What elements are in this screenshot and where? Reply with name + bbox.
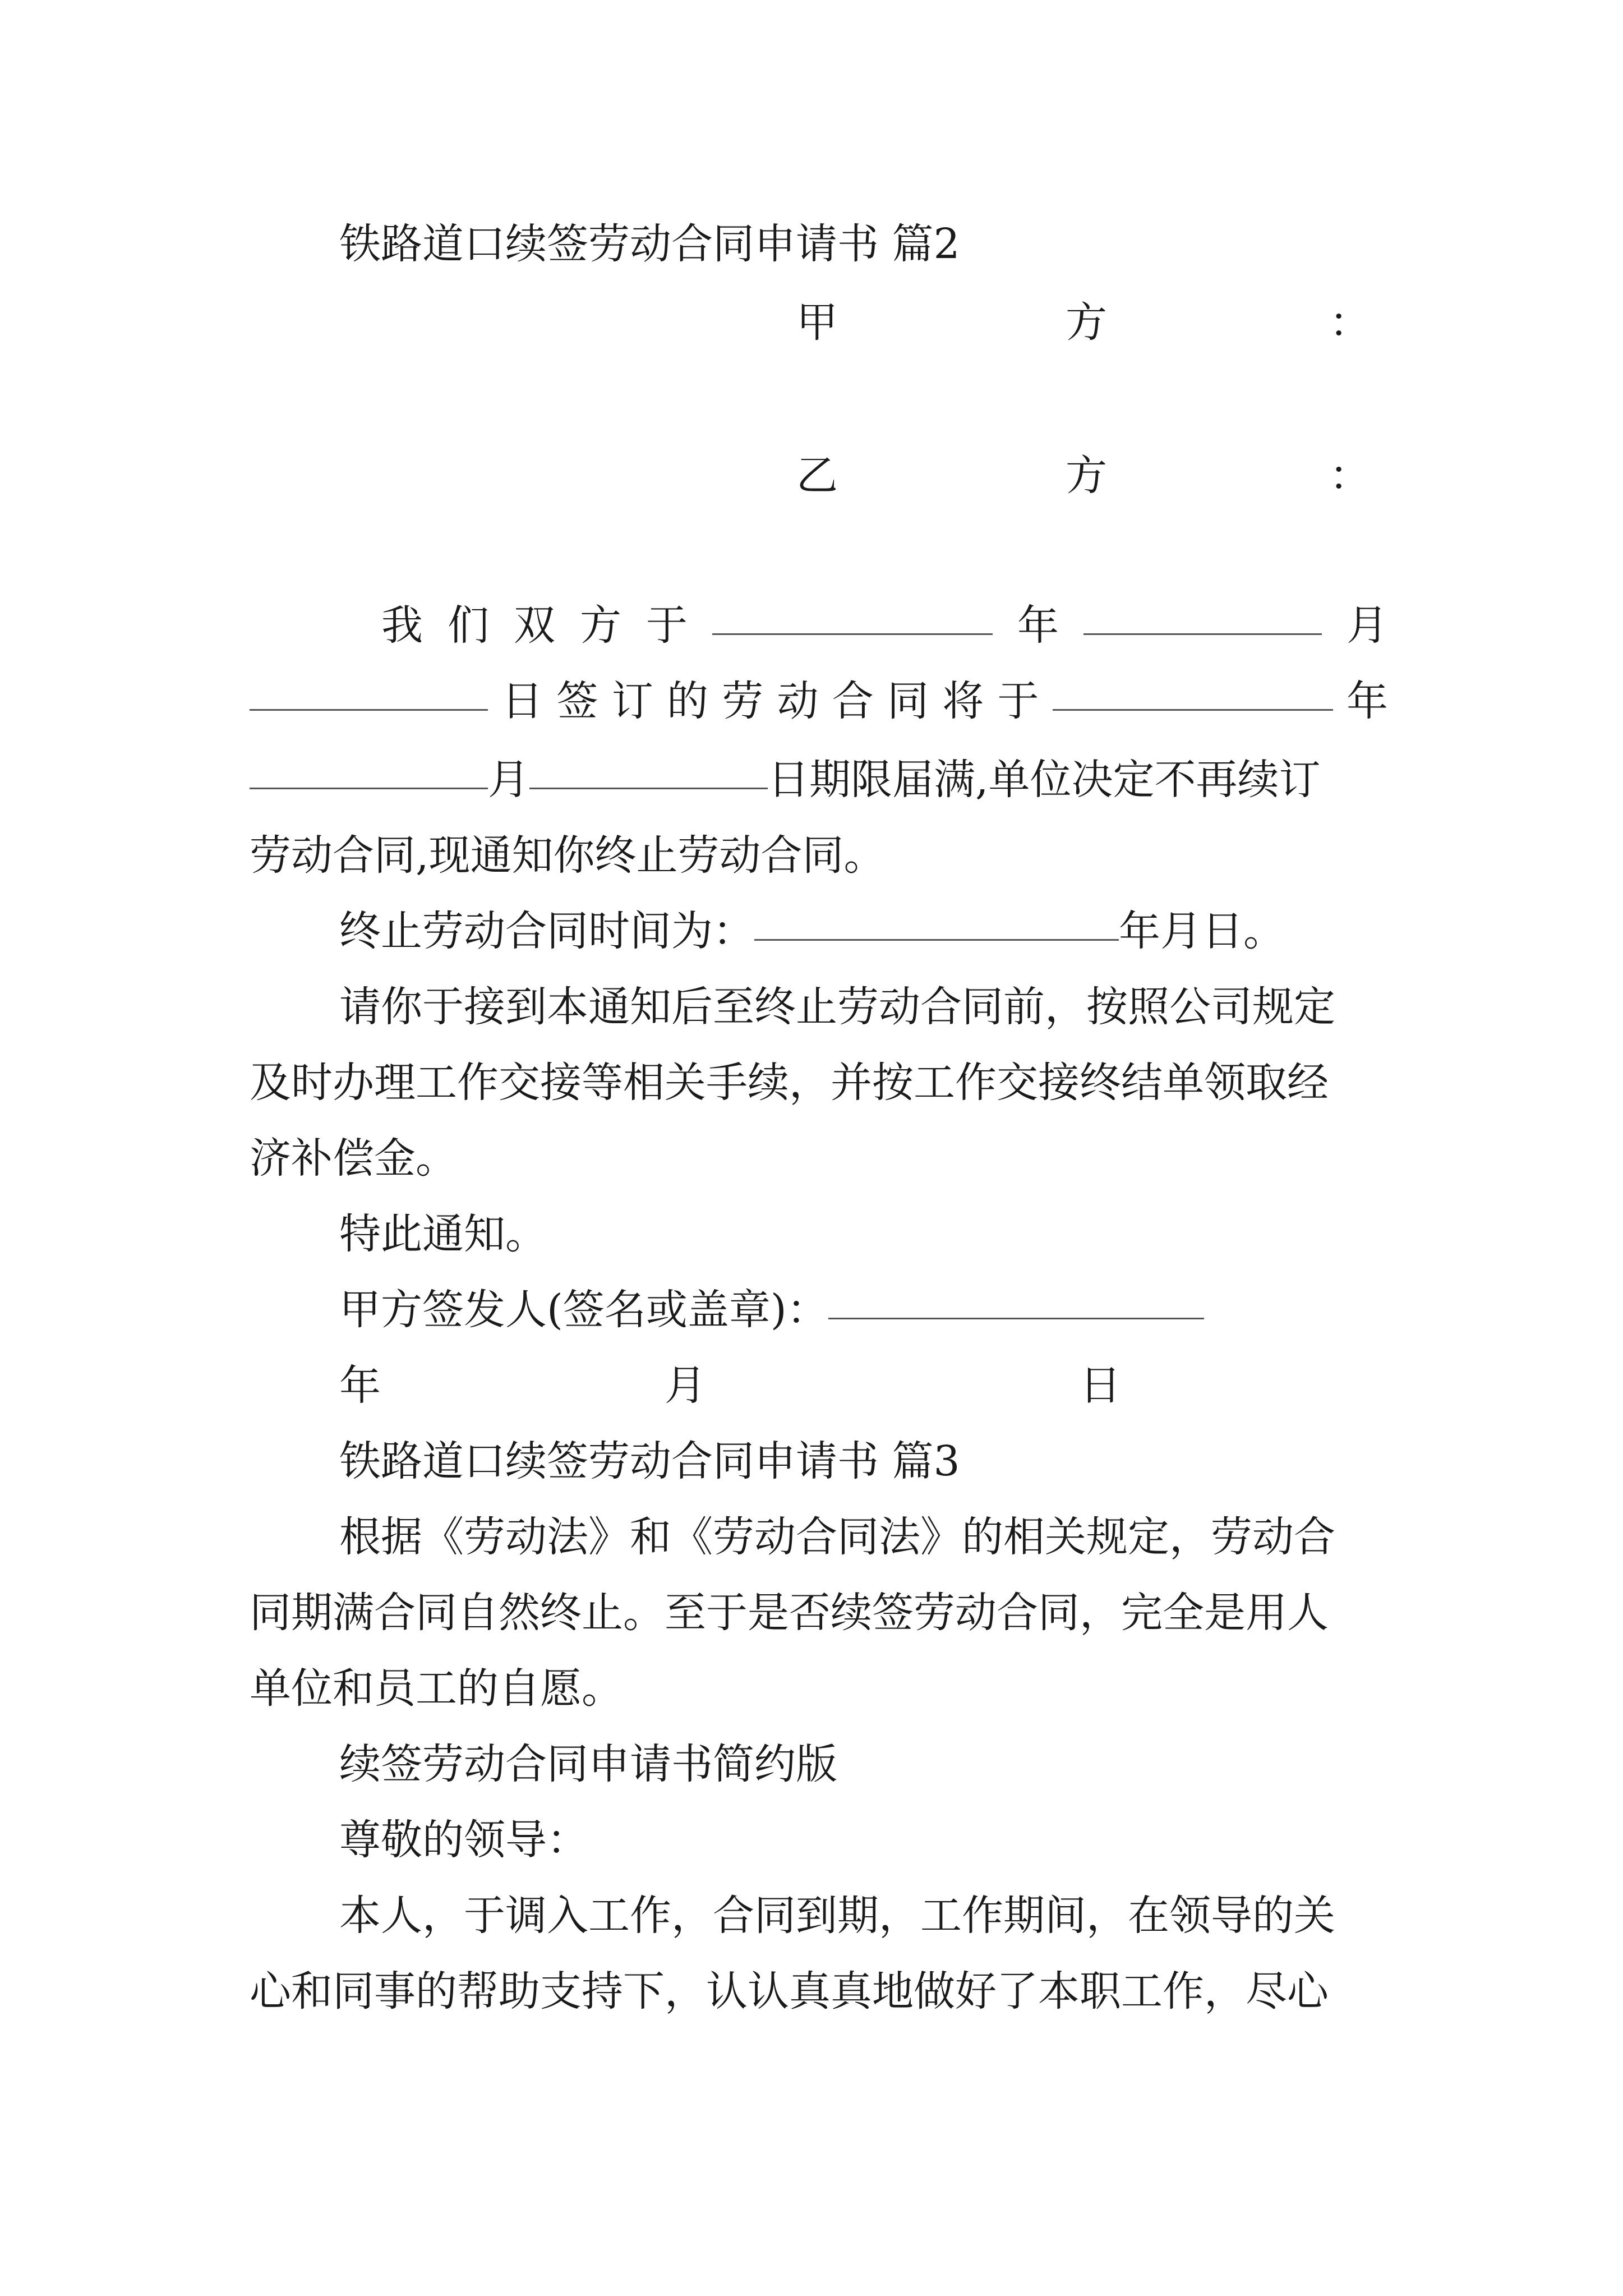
section-heading-3: 铁路道口续签劳动合同申请书 篇3	[339, 1437, 960, 1485]
party-b-char-2: 方	[1066, 452, 1107, 500]
paragraph-1-line-2	[250, 673, 1388, 729]
paragraph-3-line-2: 及时办理工作交接等相关手续，并按工作交接终结单领取经	[250, 1059, 1329, 1107]
party-a-char-2: 方	[1066, 298, 1107, 347]
char: 的	[667, 677, 708, 725]
blank-signature-field	[828, 1277, 1204, 1319]
char: 动	[777, 677, 819, 725]
blank-month-field	[1083, 593, 1322, 635]
char: 月	[1347, 601, 1388, 650]
char: 年	[1017, 601, 1059, 650]
char: 合	[832, 677, 874, 725]
char: 日	[501, 677, 543, 725]
termination-date-line	[250, 903, 1388, 959]
paragraph-1-line-1	[250, 597, 1388, 654]
char: 方	[580, 601, 621, 650]
char: 于	[997, 677, 1039, 725]
blank-end-month-field	[250, 747, 488, 789]
char: 双	[514, 601, 555, 650]
party-b-colon: ：	[1329, 452, 1371, 500]
date-day-label: 日	[1080, 1361, 1121, 1410]
paragraph-8-line-1: 本人，于调入工作，合同到期，工作期间，在领导的关	[339, 1892, 1335, 1940]
notice-line: 特此通知。	[339, 1210, 547, 1258]
char: 签	[556, 677, 598, 725]
date-year-label: 年	[339, 1361, 381, 1410]
char: 订	[611, 677, 653, 725]
section-heading-2: 铁路道口续签劳动合同申请书 篇2	[339, 220, 960, 268]
party-a-char-1: 甲	[796, 298, 838, 347]
subheading-simple-version: 续签劳动合同申请书简约版	[339, 1740, 837, 1788]
salutation: 尊敬的领导：	[339, 1816, 588, 1864]
char: 将	[942, 677, 984, 725]
paragraph-5-line-2: 同期满合同自然终止。至于是否续签劳动合同，完全是用人	[250, 1589, 1329, 1637]
char: 我	[381, 601, 423, 650]
paragraph-1-line-4: 劳动合同,现通知你终止劳动合同。	[250, 831, 886, 880]
blank-end-day-field	[529, 747, 768, 789]
signer-line	[250, 1282, 1388, 1338]
char: 们	[448, 601, 489, 650]
blank-year-field	[712, 593, 993, 635]
paragraph-5-line-3: 单位和员工的自愿。	[250, 1664, 623, 1713]
blank-end-year-field	[1053, 669, 1333, 711]
text-run: 甲方签发人(签名或盖章)：	[339, 1286, 828, 1334]
char: 劳	[722, 677, 764, 725]
blank-day-field	[250, 669, 488, 711]
text-run: 终止劳动合同时间为：	[339, 907, 754, 955]
party-b-char-1: 乙	[796, 452, 838, 500]
party-a-colon: ：	[1329, 298, 1371, 347]
text-run: 年月日。	[1119, 907, 1285, 955]
paragraph-3-line-3: 济补偿金。	[250, 1134, 457, 1182]
text-run: 日期限届满,单位决定不再续订	[768, 756, 1321, 804]
paragraph-5-line-1: 根据《劳动法》和《劳动合同法》的相关规定，劳动合	[339, 1513, 1335, 1561]
char: 年	[1347, 677, 1388, 725]
paragraph-8-line-2: 心和同事的帮助支持下，认认真真地做好了本职工作，尽心	[250, 1967, 1329, 2016]
paragraph-3-line-1: 请你于接到本通知后至终止劳动合同前，按照公司规定	[339, 983, 1335, 1031]
char: 同	[887, 677, 929, 725]
paragraph-1-line-3	[250, 752, 1388, 808]
date-month-label: 月	[665, 1361, 706, 1410]
blank-termination-date-field	[754, 899, 1119, 941]
char: 于	[646, 601, 688, 650]
char: 月	[488, 756, 529, 804]
